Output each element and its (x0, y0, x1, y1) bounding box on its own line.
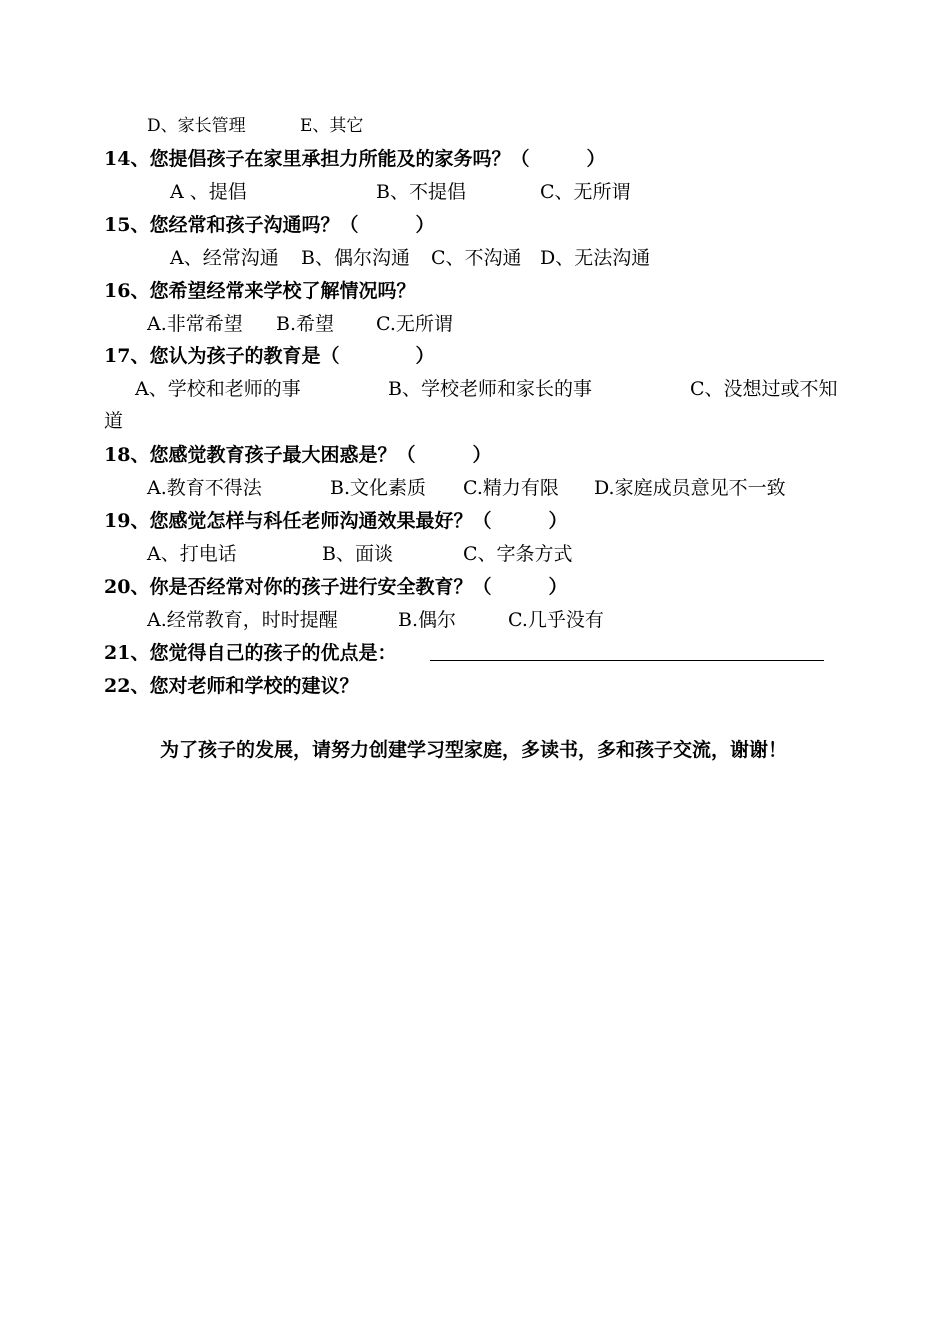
q13-option-e: E、其它 (300, 116, 364, 136)
q19-option-a: A、打电话 (147, 543, 237, 565)
q19-option-b: B、面谈 (322, 543, 393, 565)
q20-option-c: C.几乎没有 (508, 609, 604, 631)
q18-option-a: A.教育不得法 (147, 477, 262, 499)
q20-option-a: A.经常教育，时时提醒 (147, 609, 338, 631)
q18-option-c: C.精力有限 (463, 477, 559, 499)
question-19: 19、您感觉怎样与科任老师沟通效果最好？（ ） (104, 510, 568, 532)
q17-option-c-wrap: 道 (104, 410, 124, 432)
q19-option-c: C、字条方式 (463, 543, 573, 565)
q15-option-b: B、偶尔沟通 (301, 247, 410, 269)
q17-option-a: A、学校和老师的事 (135, 378, 301, 400)
closing-message: 为了孩子的发展，请努力创建学习型家庭，多读书，多和孩子交流，谢谢！ (160, 739, 788, 761)
question-17: 17、您认为孩子的教育是（ ） (104, 345, 435, 367)
q16-option-a: A.非常希望 (147, 313, 243, 335)
q21-answer-blank[interactable] (430, 660, 824, 661)
q17-option-b: B、学校老师和家长的事 (388, 378, 592, 400)
question-16: 16、您希望经常来学校了解情况吗？ (104, 280, 416, 302)
q15-option-c: C、不沟通 (431, 247, 522, 269)
q14-option-b: B、不提倡 (376, 181, 466, 203)
q18-option-d: D.家庭成员意见不一致 (594, 477, 786, 499)
question-14: 14、您提倡孩子在家里承担力所能及的家务吗？（ ） (104, 148, 606, 170)
question-15: 15、您经常和孩子沟通吗？（ ） (104, 214, 435, 236)
q20-option-b: B.偶尔 (398, 609, 457, 631)
q15-option-d: D、无法沟通 (540, 247, 651, 269)
question-18: 18、您感觉教育孩子最大困惑是？（ ） (104, 444, 492, 466)
q13-option-d: D、家长管理 (147, 116, 246, 136)
question-22: 22、您对老师和学校的建议？ (104, 675, 359, 697)
q14-option-a: A 、提倡 (170, 181, 247, 203)
q16-option-b: B.希望 (276, 313, 335, 335)
q16-option-c: C.无所谓 (376, 313, 453, 335)
q15-option-a: A、经常沟通 (170, 247, 279, 269)
q18-option-b: B.文化素质 (330, 477, 427, 499)
question-20: 20、你是否经常对你的孩子进行安全教育？（ ） (104, 576, 568, 598)
q14-option-c: C、无所谓 (540, 181, 631, 203)
question-21: 21、您觉得自己的孩子的优点是： (104, 642, 397, 664)
q17-option-c: C、没想过或不知 (690, 378, 838, 400)
